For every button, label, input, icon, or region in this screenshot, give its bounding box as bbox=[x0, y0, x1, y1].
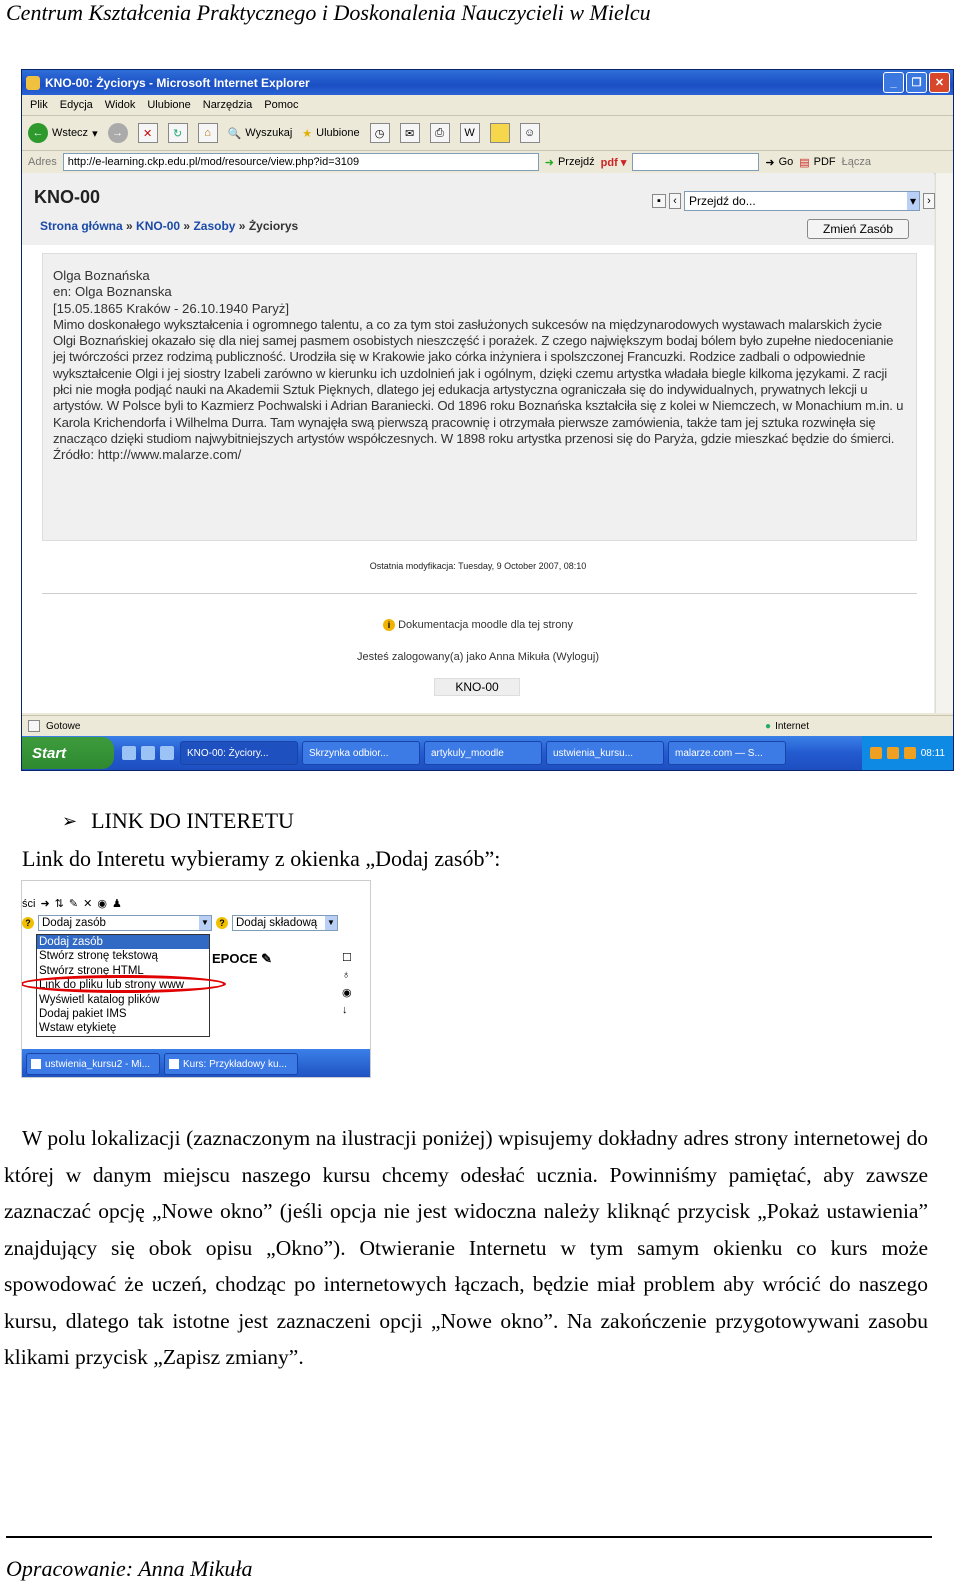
jump-select[interactable]: Przejdź do... ▾ bbox=[684, 191, 920, 211]
save-icon[interactable]: ▪ bbox=[652, 194, 666, 208]
forward-button[interactable]: → bbox=[108, 123, 128, 143]
option-add-resource[interactable]: Dodaj zasób bbox=[37, 935, 209, 949]
taskbar bbox=[22, 736, 953, 770]
go2-arrow-icon: ➜ bbox=[765, 156, 775, 169]
pdf-file-icon: ▤ bbox=[799, 156, 810, 169]
course-header bbox=[22, 173, 934, 245]
dropdown-icon: ▼ bbox=[199, 916, 211, 930]
page-icon bbox=[28, 720, 40, 732]
task-ie[interactable]: KNO-00: Życiory... bbox=[180, 741, 298, 765]
delete-icon[interactable]: ✕ bbox=[83, 898, 93, 910]
option-text-page[interactable]: Stwórz stronę tekstową bbox=[39, 950, 158, 963]
last-modified: Ostatnia modyfikacja: Tuesday, 9 October 2007, 08:10 bbox=[369, 561, 587, 571]
title-bar bbox=[22, 70, 953, 95]
ie-icon bbox=[169, 1059, 179, 1069]
cut-label: ści bbox=[22, 897, 36, 910]
tray-icon[interactable] bbox=[904, 747, 916, 759]
menu-bar bbox=[22, 95, 953, 116]
info-icon: i bbox=[383, 619, 395, 631]
menu-favorites[interactable]: Ulubione bbox=[147, 99, 191, 111]
ie-icon bbox=[26, 76, 40, 90]
update-resource-button[interactable]: Zmień Zasób bbox=[807, 219, 909, 239]
breadcrumb-course[interactable]: KNO-00 bbox=[136, 219, 181, 233]
toolbar bbox=[22, 116, 953, 151]
task-inbox[interactable]: Skrzynka odbior... bbox=[302, 741, 420, 765]
close-button[interactable]: ✕ bbox=[929, 72, 950, 93]
breadcrumb-home[interactable]: Strona główna bbox=[40, 219, 123, 233]
user-icon[interactable]: ♟ bbox=[111, 898, 122, 910]
window-title: KNO-00: Życiorys - Microsoft Internet Explorer bbox=[45, 75, 310, 90]
start-button[interactable]: Start bbox=[22, 737, 114, 769]
breadcrumb-resources[interactable]: Zasoby bbox=[193, 219, 236, 233]
go-arrow-icon: ➜ bbox=[544, 156, 554, 169]
moodle-docs-link[interactable]: i Dokumentacja moodle dla tej strony bbox=[22, 619, 934, 631]
search-button[interactable]: 🔍 Wyszukaj bbox=[227, 127, 293, 140]
minimize-button[interactable]: _ bbox=[883, 72, 904, 93]
down-arrow-icon[interactable]: ↓ bbox=[342, 1004, 348, 1016]
toolbar-search-input[interactable] bbox=[632, 153, 759, 171]
menu-view[interactable]: Widok bbox=[104, 99, 136, 111]
help-icon[interactable]: ? bbox=[216, 917, 228, 929]
highlight-ellipse bbox=[21, 975, 226, 993]
move-right-icon[interactable]: ➜ bbox=[40, 898, 50, 910]
section-intro: Link do Interetu wybieramy z okienka „Dodaj zasób”: bbox=[22, 846, 501, 871]
task-word[interactable]: ustwienia_kursu2 - Mi... bbox=[26, 1053, 160, 1075]
add-activity-select[interactable]: Dodaj składową ▼ bbox=[232, 915, 338, 931]
bio-text: Mimo doskonałego wykształcenia i ogromnego talentu, a co za tym stoi zasłużonych sukcesów na międzynarodowych wystawach malarskich życie Olgi Boznańskiej okazało się dla niej samej pasmem osobistych nieszczęść i porażek. Z czego największym bodaj bólem było zupełne niedocenianie jej twórczości przez rodzimą publiczność. Urodziła się w Krakowie jako córka inżyniera i spolszczonej Francuzki. Rodzice zadbali o odpowiednie wykształcenie Olgi i jej siostry Izabeli zarówno w kierunku ich uzdolnień jak i ogólnym, dzięki czemu artystka władała biegle kilkoma językami. Z racji płci nie mogła podjąć nauki na Akademii Sztuk Pięknych, dlatego jej edukacja artystyczna ograniczała się do indywidualnych, prywatnych lekcji u artystów. W Polsce byli to Kazmierz Pochwalski i Adrian Baraniecki. Od 1896 roku Boznańska kształciła się z kolei w Niemczech, w Monachium m.in. u Karola Krichendorfa i Wilhelma Durra. Tam wynajęła swą pierwszą pracownię i otrzymała pierwsze zamówienia, także tam jej sztuka rozwinęła się znacząco dzięki studiom najwybitniejszych artystów współczesnych. W 1898 roku artystka przenosi się do Paryża, gdzie mieszkać będzie do śmierci. bbox=[53, 316, 904, 446]
system-tray bbox=[862, 736, 953, 770]
menu-file[interactable]: Plik bbox=[30, 99, 48, 111]
option-ims[interactable]: Dodaj pakiet IMS bbox=[39, 1007, 127, 1020]
edit-icons bbox=[22, 897, 122, 910]
print-icon[interactable]: ⎙ bbox=[430, 123, 450, 143]
clock: 08:11 bbox=[920, 747, 945, 759]
status-text: Gotowe bbox=[46, 720, 81, 732]
eye-icon[interactable]: ◉ bbox=[342, 987, 352, 999]
prev-icon[interactable]: ‹ bbox=[669, 193, 681, 209]
tray-icon[interactable] bbox=[870, 747, 882, 759]
add-resource-select[interactable]: Dodaj zasób ▼ bbox=[38, 915, 212, 931]
zone-text: Internet bbox=[775, 720, 809, 732]
quick-launch bbox=[122, 746, 174, 760]
star-icon: ★ bbox=[302, 127, 313, 140]
refresh-icon[interactable]: ↻ bbox=[168, 123, 188, 143]
topic-label: EPOCE ✎ bbox=[212, 951, 273, 966]
next-icon[interactable]: › bbox=[923, 193, 935, 209]
dropdown-icon: ▼ bbox=[325, 916, 337, 930]
favorites-button[interactable]: ★ Ulubione bbox=[302, 127, 360, 140]
ie-launch-icon[interactable] bbox=[122, 746, 136, 760]
footer-divider bbox=[6, 1536, 932, 1538]
go-button[interactable]: ➜ Przejdź bbox=[544, 156, 595, 169]
page-content bbox=[22, 173, 934, 713]
move-icon[interactable]: ⇅ bbox=[54, 898, 64, 910]
dropdown-icon: ▾ bbox=[907, 192, 919, 210]
vertical-scrollbar[interactable] bbox=[935, 173, 953, 713]
menu-edit[interactable]: Edycja bbox=[59, 99, 93, 111]
eye-icon[interactable]: ◉ bbox=[97, 898, 107, 910]
address-input[interactable]: http://e-learning.ckp.edu.pl/mod/resource/view.php?id=3109 bbox=[63, 153, 539, 171]
topic-icons bbox=[342, 951, 352, 1016]
option-label[interactable]: Wstaw etykietę bbox=[39, 1022, 117, 1035]
document-header: Centrum Kształcenia Praktycznego i Doskonalenia Nauczycieli w Mielcu bbox=[6, 0, 651, 25]
go2-button[interactable]: ➜ Go bbox=[765, 156, 794, 169]
logged-in-info: Jesteś zalogowany(a) jako Anna Mikuła (Wyloguj) bbox=[356, 651, 599, 663]
task-folder[interactable]: artykuly_moodle bbox=[424, 741, 542, 765]
pdf-icon[interactable]: pdf ▾ bbox=[600, 156, 627, 169]
breadcrumb-current: Życiorys bbox=[248, 219, 299, 233]
course-title: KNO-00 bbox=[34, 187, 101, 207]
status-bar bbox=[22, 715, 954, 736]
help-icon[interactable]: ? bbox=[22, 917, 34, 929]
menu-tools[interactable]: Narzędzia bbox=[202, 99, 253, 111]
address-label: Adres bbox=[28, 156, 57, 168]
bio-name: Olga Boznańska bbox=[53, 268, 150, 283]
stop-icon[interactable]: ✕ bbox=[138, 123, 158, 143]
edit-icon[interactable]: ✎ bbox=[261, 951, 273, 966]
section-title: ➢ LINK DO INTERETU bbox=[62, 808, 294, 833]
home-icon[interactable]: ⌂ bbox=[198, 123, 218, 143]
task-ie[interactable]: Kurs: Przykładowy ku... bbox=[164, 1053, 298, 1075]
breadcrumb: Strona główna » KNO-00 » Zasoby » Życiorys bbox=[40, 219, 299, 233]
body-paragraph: W polu lokalizacji (zaznaczonym na ilustracji poniżej) wpisujemy dokładny adres strony internetowej do której w danym miejscu naszego kursu chcemy odesłać ucznia. Powinniśmy pamiętać, aby zawsze zaznaczać opcję „Nowe okno” (jeśli opcja nie jest widoczna należy kliknąć przycisk „Pokaż ustawienia” znajdujący się obok opisu „Okno”). Otwieranie Internetu w tym samym okienku co kurs może spowodować że uczeń, chodząc po internetowych łączach, będzie miał problem aby wrócić do naszego kursu, dlatego tak istotne jest zaznaczeni opcji „Nowe okno”. Na zakończenie przygotowywani zasobu klikami przycisk „Zapisz zmiany”. bbox=[4, 1126, 928, 1369]
back-arrow-icon: ← bbox=[28, 123, 48, 143]
address-bar bbox=[22, 151, 953, 174]
history-icon[interactable]: ◷ bbox=[370, 123, 390, 143]
folder-icon[interactable] bbox=[490, 123, 510, 143]
add-resource-screenshot bbox=[21, 880, 371, 1078]
option-link[interactable]: Link do pliku lub strony www bbox=[39, 979, 185, 992]
document-footer: Opracowanie: Anna Mikuła bbox=[6, 1556, 253, 1581]
bio-dates: [15.05.1865 Kraków - 26.10.1940 Paryż] bbox=[53, 300, 290, 316]
ie-window-screenshot bbox=[21, 69, 954, 771]
tray-icon[interactable] bbox=[887, 747, 899, 759]
footer-course-link[interactable]: KNO-00 bbox=[434, 678, 520, 696]
arrow-bullet-icon: ➢ bbox=[62, 810, 78, 831]
desktop-icon[interactable] bbox=[141, 746, 155, 760]
jump-menu bbox=[652, 191, 935, 211]
globe-icon: ● bbox=[765, 720, 772, 732]
word-icon[interactable]: W bbox=[460, 123, 480, 143]
task-malarze[interactable]: malarze.com — S... bbox=[668, 741, 786, 765]
mail-icon[interactable]: ✉ bbox=[400, 123, 420, 143]
links-label[interactable]: Łącza bbox=[841, 156, 872, 168]
option-directory[interactable]: Wyświetl katalog plików bbox=[39, 993, 160, 1006]
option-html-page[interactable]: Stwórz stronę HTML bbox=[39, 964, 144, 977]
divider bbox=[42, 593, 917, 594]
pdf-button[interactable]: ▤ PDF bbox=[799, 156, 836, 169]
square-icon[interactable]: ☐ bbox=[342, 952, 352, 964]
bulb-icon[interactable]: ♁ bbox=[342, 969, 351, 981]
edit-icon[interactable]: ✎ bbox=[68, 898, 79, 910]
word-icon bbox=[31, 1059, 41, 1069]
add-row bbox=[22, 915, 338, 931]
bio-name-en: en: Olga Boznanska bbox=[53, 284, 172, 300]
resource-text-box bbox=[42, 253, 917, 541]
back-button[interactable]: ← Wstecz ▾ bbox=[28, 123, 98, 143]
messenger-icon[interactable]: ☺ bbox=[520, 123, 540, 143]
bio-source[interactable]: Źródło: http://www.malarze.com/ bbox=[53, 447, 242, 463]
mail-launch-icon[interactable] bbox=[160, 746, 174, 760]
menu-help[interactable]: Pomoc bbox=[264, 99, 299, 111]
maximize-button[interactable]: ❐ bbox=[906, 72, 927, 93]
task-word[interactable]: ustwienia_kursu... bbox=[546, 741, 664, 765]
search-icon: 🔍 bbox=[227, 127, 242, 140]
taskbar bbox=[22, 1049, 371, 1078]
